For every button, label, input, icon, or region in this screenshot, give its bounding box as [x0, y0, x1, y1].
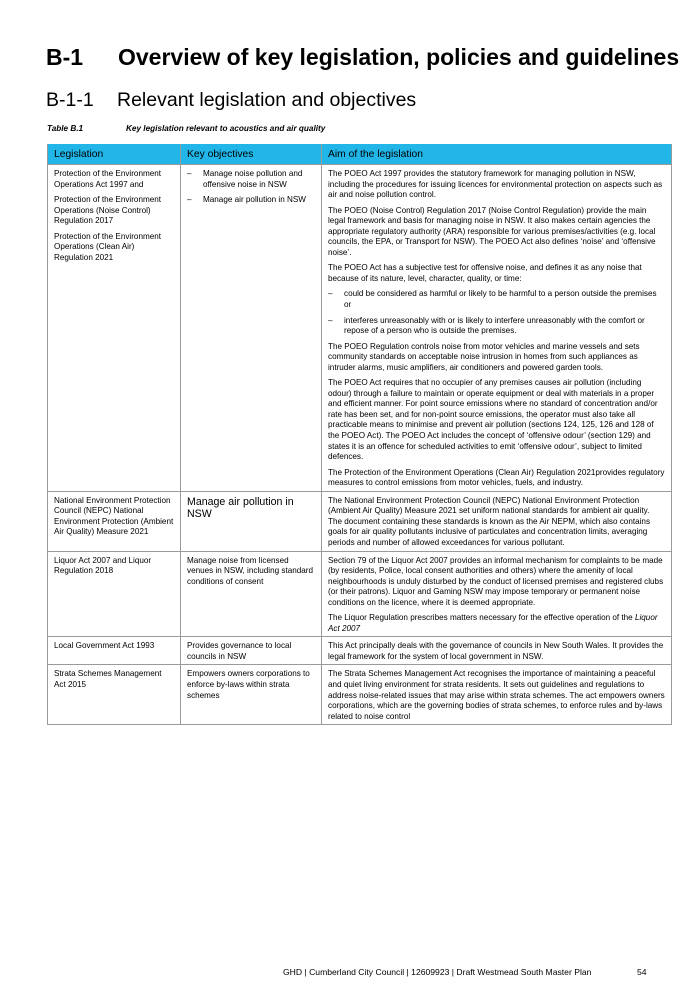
legislation-text: National Environment Protection Council (NEPC) National Environment Protection (Ambient Air Quality) Measure 2021 [54, 495, 174, 537]
table-row [48, 551, 672, 637]
table-row [48, 637, 672, 665]
aim-text: This Act principally deals with the governance of councils in New South Wales. It provides the legal framework for the system of local government in NSW. [328, 641, 664, 661]
aim-text: The POEO Regulation controls noise from motor vehicles and marine vessels and sets community standards on acceptable noise intrusion in homes from such appliances as intruder alarms, music amplifiers, air conditioners and powered garden tools. [328, 341, 640, 372]
aim-text [328, 613, 665, 634]
dash-bullet: – [328, 289, 333, 299]
aim-cell [322, 637, 672, 665]
objective-text: Manage noise pollution and offensive noise in NSW [203, 169, 303, 189]
aim-bullet-text: could be considered as harmful or likely to be harmful to a person outside the premises or [344, 289, 657, 310]
aim-text: The National Environment Protection Council (NEPC) National Environment Protection (Ambient Air Quality) Measure 2021 set uniform national standards for ambient air quality. The document containing these standards is known as the Air NEPM, which also contains goals for air quality pollutants inclusive of particulates and concentration limits, averaging periods and number of allowed exceedances for various pollutant. [328, 495, 651, 547]
aim-text: The POEO Act has a subjective test for offensive noise, and defines it as any noise that because of its nature, level, character, quality, or time: [328, 263, 642, 283]
dash-bullet: – [187, 169, 192, 178]
aim-cell [322, 551, 672, 637]
legislation-cell [48, 491, 181, 551]
aim-bullet [328, 289, 665, 310]
heading-2-number: B-1-1 [46, 89, 94, 111]
objectives-cell [181, 491, 322, 551]
objectives-cell [181, 637, 322, 665]
page-number: 54 [637, 967, 647, 977]
aim-text: Section 79 of the Liquor Act 2007 provides an informal mechanism for complaints to be made (by residents, Police, local consent authorities and others) where the amenity of local neighbourhoods is unduly disturbed by the conduct of licensed premises and registered clubs (or their patrons). Liquor and Gaming NSW may impose temporary or permanent noise conditions on the licence, where it is deemed appropriate. [328, 555, 664, 607]
table-caption-text: Key legislation relevant to acoustics and air quality [126, 124, 326, 133]
dash-bullet: – [187, 195, 192, 205]
header-key-objectives: Key objectives [181, 144, 322, 165]
legislation-cell [48, 551, 181, 637]
heading-2 [46, 89, 416, 112]
heading-2-text: Relevant legislation and objectives [117, 89, 417, 111]
objective-text: Provides governance to local councils in NSW [187, 641, 292, 661]
header-legislation: Legislation [48, 144, 181, 165]
table-row [48, 165, 672, 492]
legislation-text: Strata Schemes Management Act 2015 [54, 669, 162, 689]
aim-cell [322, 665, 672, 725]
page-footer: GHD | Cumberland City Council | 12609923 | Draft Westmead South Master Plan [283, 967, 592, 977]
header-aim: Aim of the legislation [322, 144, 672, 165]
aim-cell [322, 165, 672, 492]
heading-1-text: Overview of key legislation, policies and guidelines [118, 44, 680, 70]
objectives-cell [181, 165, 322, 492]
aim-bullet [328, 316, 665, 337]
legislation-text: Protection of the Environment Operations (Noise Control) Regulation 2017 [54, 195, 162, 226]
aim-bullet-text: interferes unreasonably with or is likely to interfere unreasonably with the comfort or repose of a person who is outside the premises. [344, 315, 645, 336]
legislation-text: Liquor Act 2007 and Liquor Regulation 2018 [54, 555, 152, 576]
objective-text: Manage air pollution in NSW [203, 195, 306, 205]
table-caption [47, 124, 325, 133]
objectives-cell [181, 551, 322, 637]
table-caption-number: Table B.1 [47, 124, 84, 133]
legislation-text: Protection of the Environment Operations Act 1997 and [54, 169, 162, 189]
dash-bullet: – [328, 315, 333, 325]
aim-text-prefix: The Liquor Regulation prescribes matters necessary for the effective operation of the [328, 613, 635, 623]
aim-text: The POEO (Noise Control) Regulation 2017 (Noise Control Regulation) provide the main legal framework and basis for managing noise in NSW. It also makes certain agencies the appropriate regulatory authority (ARA) responsible for various premises/activities (e.g. local councils, the EPA, or Transport for NSW). The POEO Act also defines ‘noise’ and ‘offensive noise’. [328, 205, 656, 257]
table-row [48, 665, 672, 725]
aim-text: The Strata Schemes Management Act recognises the importance of maintaining a peaceful and quiet living environment for strata residents. It sets out guidelines and regulations to address noise-related issues that may arise within strata schemes. The act empowers owners corporations, which are the governing bodies of strata schemes, to enforce rules and by-laws related to noise control [328, 669, 665, 721]
table-row [48, 491, 672, 551]
objective-bullet [187, 195, 315, 206]
aim-text: The POEO Act requires that no occupier of any premises causes air pollution (including odour) through a failure to maintain or operate equipment or deal with materials in a proper and efficient manner. For point source emissions where no standard of concentration and/or rate has been set, and for non-point source emissions, the operator must also take all practicable means to minimise and prevent air pollution (sections 124, 125, 126 and 128 of the POEO Act). The POEO Act includes the concept of ‘offensive odour’ (section 129) and states it is an offence for scheduled activities to emit ‘offensive odour’, subject to limited defences. [328, 378, 658, 462]
aim-text: The POEO Act 1997 provides the statutory framework for managing pollution in NSW, including the procedures for issuing licences for environmental protection on aspects such as air and noise pollution control. [328, 169, 663, 200]
legislation-text: Local Government Act 1993 [54, 641, 155, 651]
table-header-row [48, 144, 672, 165]
aim-cell [322, 491, 672, 551]
objective-text: Manage air pollution in NSW [187, 495, 294, 521]
objective-text: Manage noise from licensed venues in NSW, including standard conditions of consent [187, 555, 314, 586]
legislation-cell [48, 637, 181, 665]
aim-text-italic: Liquor Act 2007 [328, 613, 658, 633]
legislation-cell [48, 665, 181, 725]
objectives-cell [181, 665, 322, 725]
objective-text: Empowers owners corporations to enforce by-laws within strata schemes [187, 669, 310, 700]
objective-bullet [187, 169, 315, 190]
legislation-cell [48, 165, 181, 492]
legislation-text: Protection of the Environment Operations (Clean Air) Regulation 2021 [54, 231, 162, 262]
heading-1-number: B-1 [46, 44, 84, 70]
heading-1 [46, 44, 679, 71]
aim-text: The Protection of the Environment Operations (Clean Air) Regulation 2021provides regulatory measures to control emissions from motor vehicles, fuels, and industry. [328, 467, 665, 488]
legislation-table [47, 144, 672, 725]
